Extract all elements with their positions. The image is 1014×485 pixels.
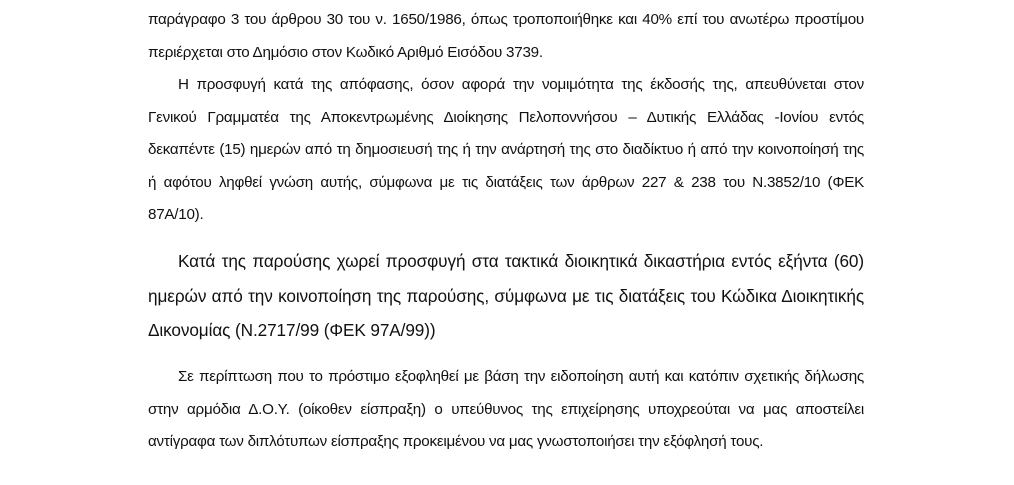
paragraph-appeal-administrative-courts: Κατά της παρούσης χωρεί προσφυγή στα τακτικά διοικητικά δικαστήρια εντός εξήντα (60) ημερών από την κοινοποίηση της παρούσης, σύμφωνα με τις διατάξεις του Κώδικα Διοικητικής Δικονομίας (Ν.2717/99 (ΦΕΚ 97Α/99)) [148,251,864,340]
paragraph-payment-notice: Σε περίπτωση που το πρόστιμο εξοφληθεί με βάση την ειδοποίηση αυτή και κατόπιν σχετικής δήλωσης στην αρμόδια Δ.Ο.Υ. (οίκοθεν είσπραξη) ο υπεύθυνος της επιχείρησης υποχρεούται να μας αποστείλει αντίγραφα των διπλότυπων είσπραξης προκειμένου να μας γνωστοποιήσει την εξόφλησή τους. [148,368,864,450]
paragraph-appeal-secretary-general: Η προσφυγή κατά της απόφασης, όσον αφορά την νομιμότητα της έκδοσής της, απευθύνεται στον Γενικού Γραμματέα της Αποκεντρωμένης Διοίκησης Πελοποννήσου – Δυτικής Ελλάδας -Ιονίου εντός δεκαπέντε (15) ημερών από τη δημοσιευσή της ή την ανάρτησή της στο διαδίκτυο ή από την κοινοποίησή της ή αφότου ληφθεί γνώση αυτής, σύμφωνα με τις διατάξεις των άρθρων 227 & 238 του Ν.3852/10 (ΦΕΚ 87Α/10). [148,76,864,223]
paragraph-fine-allocation: παράγραφο 3 του άρθρου 30 του ν. 1650/1986, όπως τροποποιήθηκε και 40% επί του ανωτέρω προστίμου περιέρχεται στο Δημόσιο στον Κωδικό Αριθμό Εισόδου 3739. [148,11,864,61]
